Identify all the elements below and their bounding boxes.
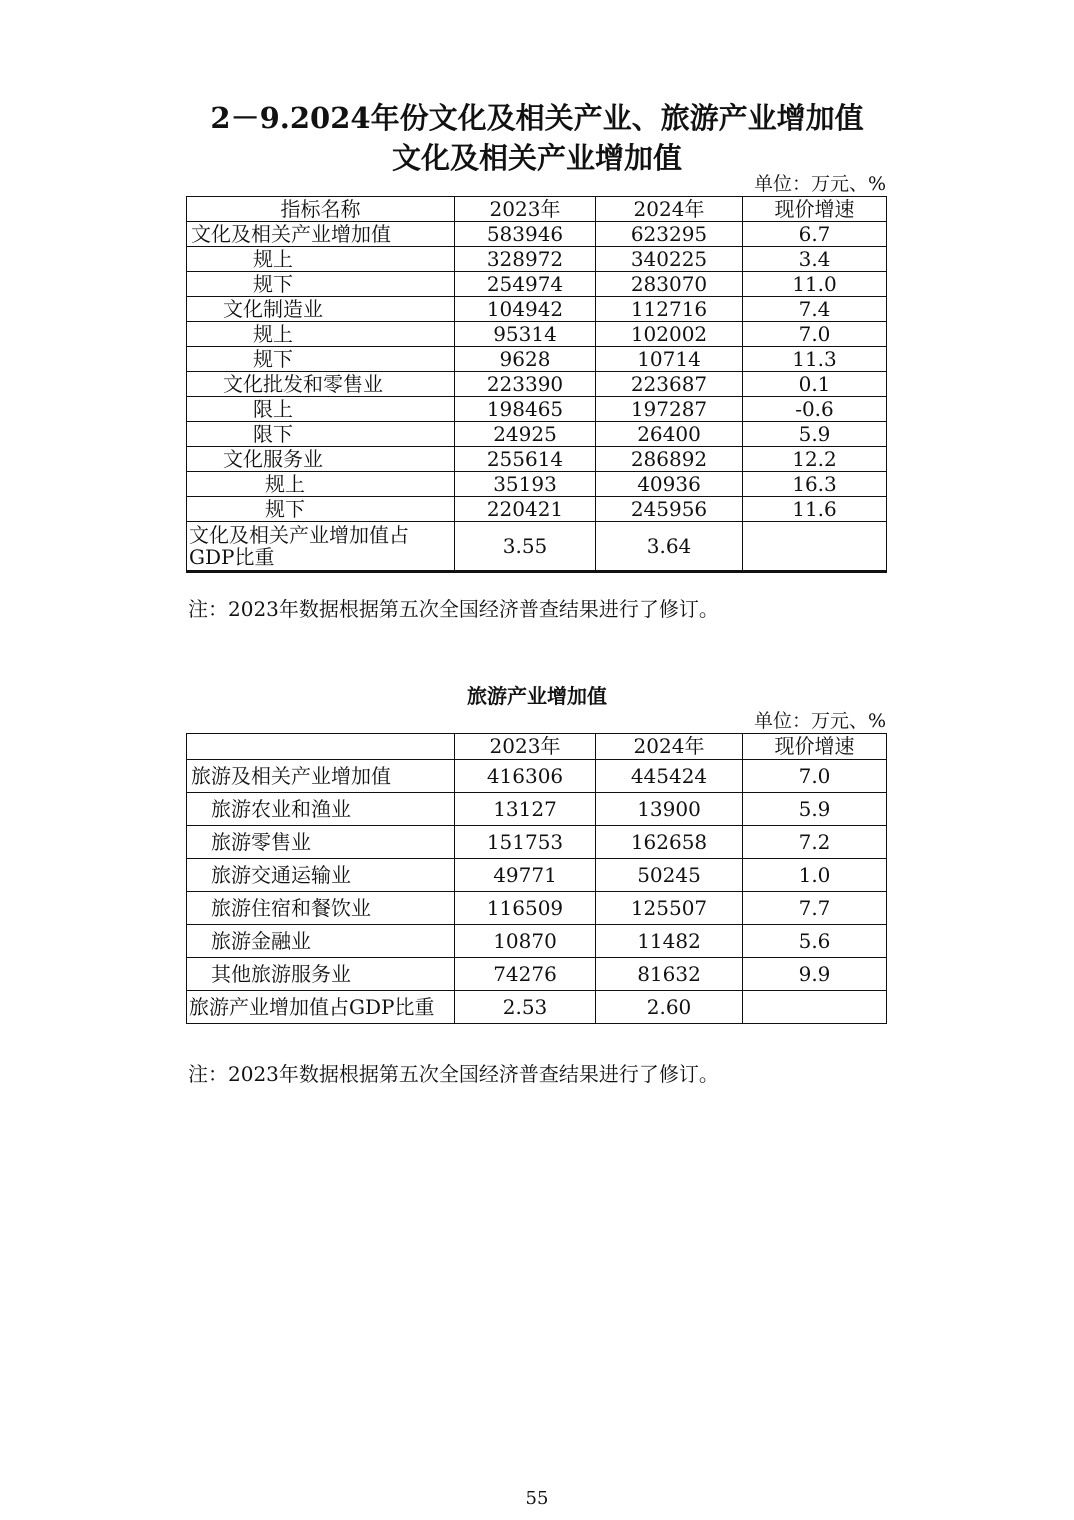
value-2023: 74276 <box>455 958 596 991</box>
table-row <box>187 222 887 247</box>
value-2024: 223687 <box>596 372 743 397</box>
tourism-table-title: 旅游产业增加值 <box>467 684 607 708</box>
page-title: 2－9.2024年份文化及相关产业、旅游产业增加值 <box>210 101 864 135</box>
value-2023: 583946 <box>455 222 596 247</box>
value-2023: 223390 <box>455 372 596 397</box>
value-2023: 255614 <box>455 447 596 472</box>
growth-rate: 5.6 <box>743 925 887 958</box>
row-name: 旅游产业增加值占GDP比重 <box>187 991 455 1024</box>
header-cell: 2023年 <box>455 197 596 222</box>
growth-rate: 11.6 <box>743 497 887 522</box>
table-row <box>187 859 887 892</box>
row-name: 规上 <box>187 322 455 347</box>
value-2023: 35193 <box>455 472 596 497</box>
growth-rate: 16.3 <box>743 472 887 497</box>
growth-rate: 7.0 <box>743 760 887 793</box>
value-2024: 340225 <box>596 247 743 272</box>
table-row <box>187 760 887 793</box>
table-row <box>187 925 887 958</box>
value-2023: 3.55 <box>455 522 596 572</box>
value-2023: 24925 <box>455 422 596 447</box>
header-cell: 2023年 <box>455 734 596 760</box>
value-2023: 254974 <box>455 272 596 297</box>
value-2023: 95314 <box>455 322 596 347</box>
row-name: 旅游交通运输业 <box>187 859 455 892</box>
value-2023: 416306 <box>455 760 596 793</box>
culture-unit-label: 单位：万元、% <box>753 173 886 195</box>
value-2024: 445424 <box>596 760 743 793</box>
table-row <box>187 958 887 991</box>
growth-rate: -0.6 <box>743 397 887 422</box>
value-2023: 49771 <box>455 859 596 892</box>
row-name: 限下 <box>187 422 455 447</box>
growth-rate: 7.4 <box>743 297 887 322</box>
row-name: 文化及相关产业增加值 <box>187 222 455 247</box>
value-2024: 125507 <box>596 892 743 925</box>
value-2023: 220421 <box>455 497 596 522</box>
growth-rate: 11.3 <box>743 347 887 372</box>
value-2023: 198465 <box>455 397 596 422</box>
table-row <box>187 826 887 859</box>
table-row <box>187 397 887 422</box>
growth-rate <box>743 522 887 572</box>
value-2024: 623295 <box>596 222 743 247</box>
table-row <box>187 522 887 572</box>
value-2024: 286892 <box>596 447 743 472</box>
growth-rate: 11.0 <box>743 272 887 297</box>
value-2024: 3.64 <box>596 522 743 572</box>
growth-rate: 5.9 <box>743 793 887 826</box>
value-2024: 81632 <box>596 958 743 991</box>
header-cell: 指标名称 <box>187 197 455 222</box>
header-cell: 2024年 <box>596 734 743 760</box>
row-name: 旅游及相关产业增加值 <box>187 760 455 793</box>
growth-rate: 0.1 <box>743 372 887 397</box>
value-2023: 10870 <box>455 925 596 958</box>
table-row <box>187 347 887 372</box>
row-name: 规下 <box>187 497 455 522</box>
value-2023: 328972 <box>455 247 596 272</box>
value-2024: 197287 <box>596 397 743 422</box>
table-row <box>187 472 887 497</box>
header-cell <box>187 734 455 760</box>
growth-rate: 9.9 <box>743 958 887 991</box>
row-name: 文化服务业 <box>187 447 455 472</box>
table-row <box>187 422 887 447</box>
value-2024: 2.60 <box>596 991 743 1024</box>
header-cell: 现价增速 <box>743 197 887 222</box>
page-number: 55 <box>525 1488 549 1509</box>
growth-rate: 6.7 <box>743 222 887 247</box>
row-name: 文化批发和零售业 <box>187 372 455 397</box>
value-2024: 283070 <box>596 272 743 297</box>
row-name: 文化及相关产业增加值占GDP比重 <box>187 522 455 572</box>
table-row <box>187 372 887 397</box>
growth-rate: 7.2 <box>743 826 887 859</box>
row-name: 旅游金融业 <box>187 925 455 958</box>
table-row <box>187 497 887 522</box>
culture-table-title: 文化及相关产业增加值 <box>391 141 682 175</box>
value-2024: 40936 <box>596 472 743 497</box>
row-name: 规下 <box>187 347 455 372</box>
value-2024: 10714 <box>596 347 743 372</box>
table-row <box>187 892 887 925</box>
value-2024: 50245 <box>596 859 743 892</box>
growth-rate: 12.2 <box>743 447 887 472</box>
header-cell: 2024年 <box>596 197 743 222</box>
row-name: 文化制造业 <box>187 297 455 322</box>
growth-rate: 1.0 <box>743 859 887 892</box>
growth-rate <box>743 991 887 1024</box>
culture-note: 注：2023年数据根据第五次全国经济普查结果进行了修订。 <box>188 597 719 621</box>
row-name: 限上 <box>187 397 455 422</box>
culture-table <box>186 196 887 573</box>
row-name: 规上 <box>187 247 455 272</box>
row-name: 旅游零售业 <box>187 826 455 859</box>
value-2023: 104942 <box>455 297 596 322</box>
growth-rate: 3.4 <box>743 247 887 272</box>
value-2024: 162658 <box>596 826 743 859</box>
table-row <box>187 322 887 347</box>
tourism-unit-label: 单位：万元、% <box>753 710 886 732</box>
growth-rate: 5.9 <box>743 422 887 447</box>
growth-rate: 7.0 <box>743 322 887 347</box>
value-2023: 9628 <box>455 347 596 372</box>
value-2024: 245956 <box>596 497 743 522</box>
value-2024: 13900 <box>596 793 743 826</box>
row-name: 旅游住宿和餐饮业 <box>187 892 455 925</box>
value-2024: 112716 <box>596 297 743 322</box>
value-2024: 11482 <box>596 925 743 958</box>
row-name: 规上 <box>187 472 455 497</box>
table-row <box>187 247 887 272</box>
tourism-table <box>186 733 887 1024</box>
value-2023: 2.53 <box>455 991 596 1024</box>
tourism-note: 注：2023年数据根据第五次全国经济普查结果进行了修订。 <box>188 1062 719 1086</box>
table-row <box>187 793 887 826</box>
row-name: 规下 <box>187 272 455 297</box>
header-cell: 现价增速 <box>743 734 887 760</box>
row-name: 其他旅游服务业 <box>187 958 455 991</box>
table-row <box>187 991 887 1024</box>
table-header-row <box>187 197 887 222</box>
table-header-row <box>187 734 887 760</box>
value-2023: 151753 <box>455 826 596 859</box>
value-2023: 13127 <box>455 793 596 826</box>
value-2023: 116509 <box>455 892 596 925</box>
table-row <box>187 272 887 297</box>
value-2024: 102002 <box>596 322 743 347</box>
table-row <box>187 447 887 472</box>
table-row <box>187 297 887 322</box>
growth-rate: 7.7 <box>743 892 887 925</box>
value-2024: 26400 <box>596 422 743 447</box>
row-name: 旅游农业和渔业 <box>187 793 455 826</box>
